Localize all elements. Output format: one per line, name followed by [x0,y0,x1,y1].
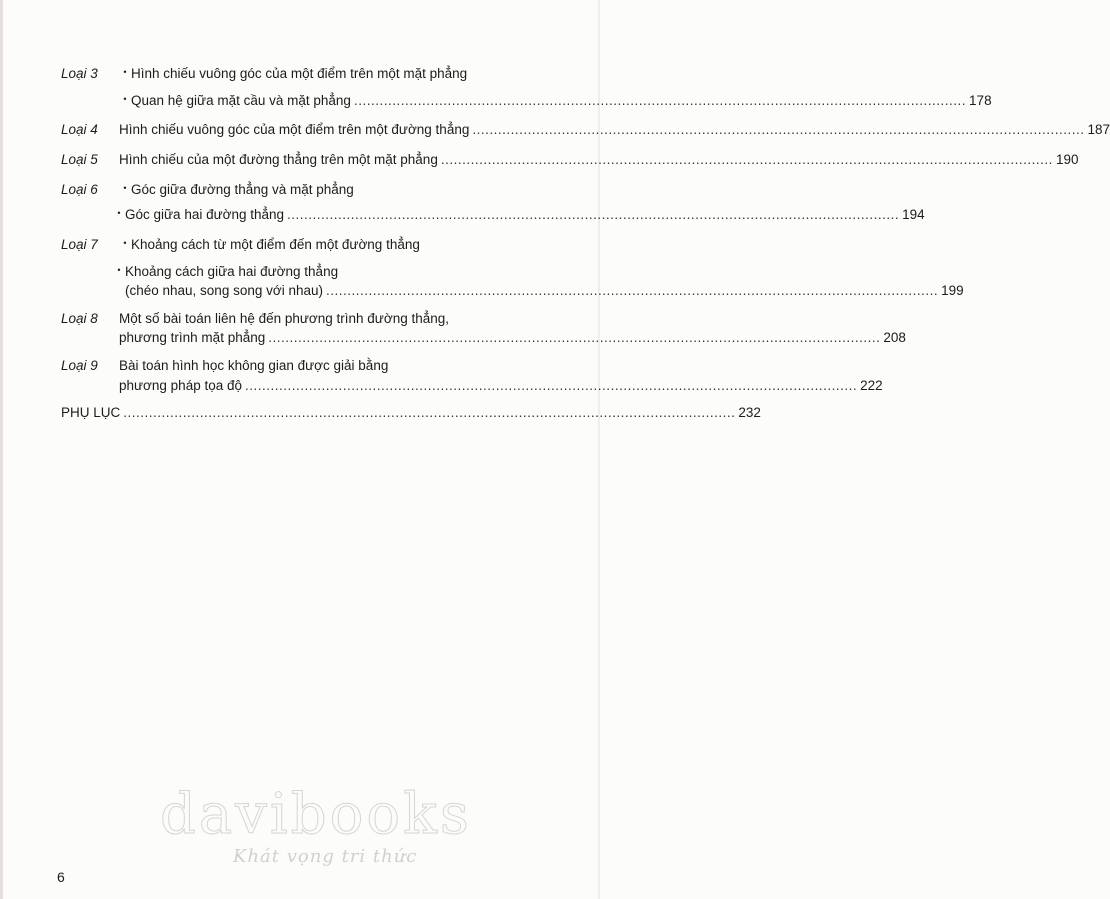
toc-entry[interactable] [119,378,883,394]
appendix-page: 232 [738,405,761,420]
toc-entry[interactable] [61,311,571,327]
entry-title: phương trình mặt phẳng [119,330,266,345]
toc-entry[interactable] [119,93,992,110]
toc-entry[interactable] [61,182,571,199]
entry-label: Loại 7 [61,237,98,252]
toc-entry[interactable] [119,330,906,346]
toc-entry[interactable] [61,152,1079,168]
toc-entry[interactable] [125,283,964,299]
leader-dots: ................................................................................................................................................ [472,122,1085,137]
leader-dots: ................................................................................................................................................ [440,152,1053,167]
bullet-icon: • [123,183,127,193]
leader-dots: ................................................................................................................................................ [287,207,900,222]
entry-page: 194 [902,207,925,222]
bullet-icon: • [123,67,127,77]
entry-label: Loại 9 [61,358,98,373]
entry-title: Một số bài toán liên hệ đến phương trình đường thẳng, [119,311,449,326]
bullet-icon: • [123,94,127,104]
entry-title: Quan hệ giữa mặt cầu và mặt phẳng [131,93,351,108]
entry-label: Loại 3 [61,66,98,81]
entry-title: Hình chiếu vuông góc của một điểm trên một đường thẳng [119,122,470,137]
toc-entry[interactable] [61,358,571,374]
toc-entry[interactable] [61,122,1110,138]
entry-label: Loại 6 [61,182,98,197]
entry-title: Bài toán hình học không gian được giải bằng [119,358,389,373]
entry-page: 199 [941,283,964,298]
entry-page: 190 [1055,152,1079,167]
entry-title: phương pháp tọa độ [119,378,242,393]
entry-title: (chéo nhau, song song với nhau) [125,283,323,298]
toc-entry[interactable] [61,66,571,83]
toc-entry[interactable] [113,264,571,281]
entry-title: Hình chiếu vuông góc của một điểm trên một mặt phẳng [131,66,468,81]
toc-entry[interactable] [113,207,925,224]
leader-dots: ................................................................................................................................................ [123,405,736,420]
leader-dots: ................................................................................................................................................ [353,93,967,108]
entry-page: 222 [860,378,883,393]
toc-entry[interactable] [61,237,571,254]
bullet-icon: • [117,265,121,275]
bullet-icon: • [123,238,127,248]
toc-entry-appendix[interactable] [61,405,761,421]
entry-title: Khoảng cách từ một điểm đến một đường thẳng [131,237,420,252]
watermark-tagline: Khát vọng tri thức [233,846,418,867]
leader-dots: ................................................................................................................................................ [268,330,881,345]
entry-label: Loại 8 [61,311,98,326]
entry-title: Góc giữa hai đường thẳng [125,207,285,222]
entry-title: Góc giữa đường thẳng và mặt phẳng [131,182,354,197]
entry-page: 178 [969,93,992,108]
entry-page: 187 [1087,122,1110,137]
entry-title: Hình chiếu của một đường thẳng trên một mặt phẳng [119,152,438,167]
appendix-title: PHỤ LỤC [61,405,121,420]
leader-dots: ................................................................................................................................................ [245,378,858,393]
entry-label: Loại 5 [61,152,98,167]
entry-label: Loại 4 [61,122,98,137]
entry-page: 208 [883,330,906,345]
bullet-icon: • [117,208,121,218]
page-number: 6 [57,869,65,885]
watermark-brand: davibooks [160,782,472,847]
leader-dots: ................................................................................................................................................ [326,283,939,298]
entry-title: Khoảng cách giữa hai đường thẳng [125,264,339,279]
